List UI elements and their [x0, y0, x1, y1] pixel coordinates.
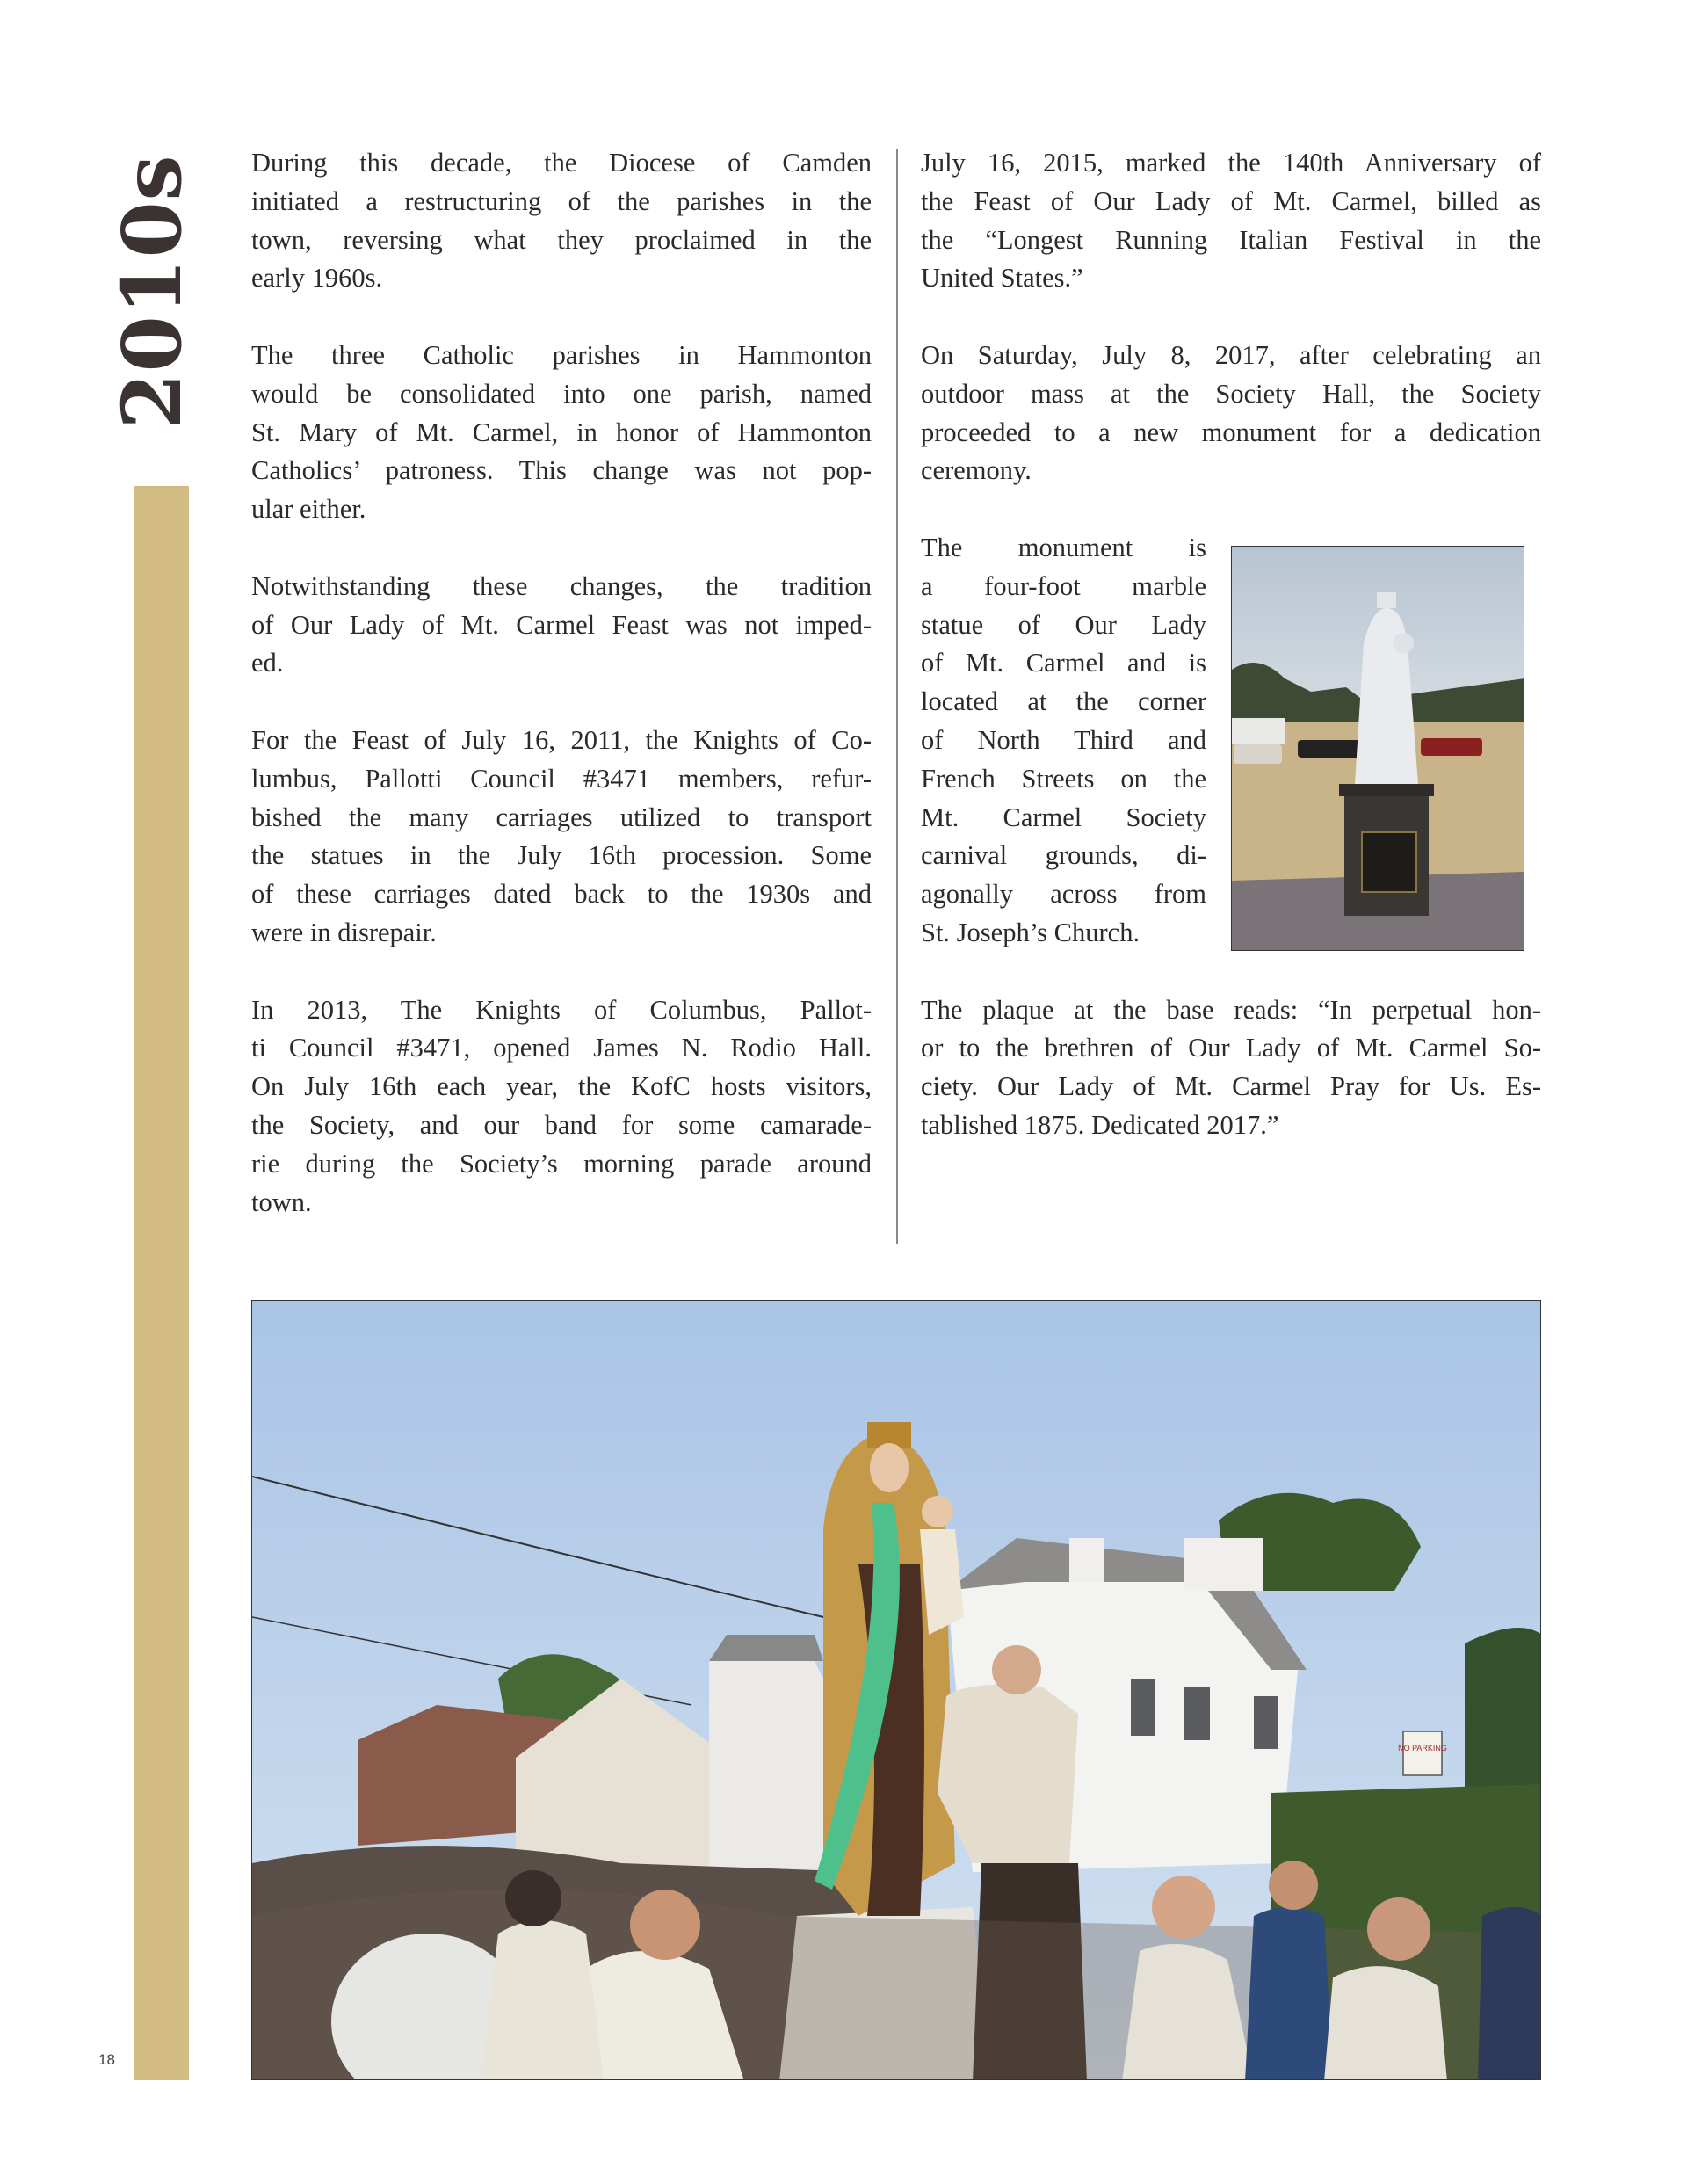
paragraph	[251, 144, 872, 298]
text-line: On Saturday, July 8, 2017, after celebrating an	[921, 339, 1541, 370]
text-line: ti Council #3471, opened James N. Rodio Hall.	[251, 1033, 872, 1063]
text-line: early 1960s.	[251, 263, 383, 294]
text-line: or to the brethren of Our Lady of Mt. Carmel So-	[921, 1033, 1541, 1063]
gold-accent-bar	[134, 486, 189, 2080]
paragraph	[921, 144, 1541, 298]
text-line: During this decade, the Diocese of Camden	[251, 148, 872, 178]
left-column	[251, 144, 872, 1260]
text-line: the statues in the July 16th procession. Some	[251, 840, 872, 871]
text-line: initiated a restructuring of the parishes in the	[251, 185, 872, 216]
text-line: ceremony.	[921, 455, 1032, 486]
procession-statue-photo	[251, 1300, 1541, 2080]
page-number: 18	[98, 2051, 115, 2068]
text-line: Notwithstanding these changes, the tradition	[251, 570, 872, 601]
text-line: In 2013, The Knights of Columbus, Pallot-	[251, 994, 872, 1025]
text-line: July 16, 2015, marked the 140th Anniversary of	[921, 148, 1541, 178]
text-line: Catholics’ patroness. This change was not pop-	[251, 455, 872, 486]
text-line: rie during the Society’s morning parade around	[251, 1148, 872, 1179]
text-line: Mt. Carmel Society	[921, 802, 1206, 832]
text-line: agonally across from	[921, 879, 1206, 910]
text-line: the Feast of Our Lady of Mt. Carmel, billed as	[921, 185, 1541, 216]
text-line: the Society, and our band for some camarade-	[251, 1109, 872, 1140]
text-line: bished the many carriages utilized to transport	[251, 802, 872, 832]
paragraph	[921, 337, 1541, 490]
text-line: For the Feast of July 16, 2011, the Knights of Co-	[251, 724, 872, 755]
text-line: United States.”	[921, 263, 1083, 294]
decade-heading	[105, 146, 199, 438]
text-line: the “Longest Running Italian Festival in the	[921, 224, 1541, 255]
text-line: a four-foot marble	[921, 570, 1206, 601]
text-line: St. Joseph’s Church.	[921, 917, 1140, 947]
text-line: On July 16th each year, the KofC hosts visitors,	[251, 1071, 872, 1102]
text-line: The monument is	[921, 532, 1206, 562]
text-line: tablished 1875. Dedicated 2017.”	[921, 1109, 1279, 1140]
text-line: town.	[251, 1186, 312, 1217]
text-line: ular either.	[251, 494, 366, 525]
text-line: ed.	[251, 648, 284, 678]
text-line: The plaque at the base reads: “In perpetual hon-	[921, 994, 1541, 1025]
text-line: town, reversing what they proclaimed in the	[251, 224, 872, 255]
paragraph	[251, 991, 872, 1223]
text-line: St. Mary of Mt. Carmel, in honor of Hammonton	[251, 417, 872, 447]
text-line: of Our Lady of Mt. Carmel Feast was not imped-	[251, 609, 872, 640]
text-line: proceeded to a new monument for a dedication	[921, 417, 1541, 447]
text-line: ciety. Our Lady of Mt. Carmel Pray for Us. Es-	[921, 1071, 1541, 1102]
text-line: outdoor mass at the Society Hall, the Society	[921, 378, 1541, 409]
monument-statue-photo	[1231, 546, 1524, 951]
text-line: French Streets on the	[921, 763, 1206, 794]
paragraph	[251, 568, 872, 683]
text-line: located at the corner	[921, 686, 1206, 717]
decade-heading-text: 2010s	[105, 154, 199, 430]
paragraph	[251, 337, 872, 529]
text-line: of these carriages dated back to the 1930s and	[251, 879, 872, 910]
text-line: statue of Our Lady	[921, 609, 1206, 640]
text-line: would be consolidated into one parish, named	[251, 378, 872, 409]
text-line: carnival grounds, di-	[921, 840, 1206, 871]
paragraph	[921, 991, 1541, 1145]
text-line: of Mt. Carmel and is	[921, 648, 1206, 678]
paragraph	[251, 722, 872, 953]
paragraph	[921, 529, 1206, 953]
column-divider	[896, 149, 898, 1244]
text-line: lumbus, Pallotti Council #3471 members, refur-	[251, 763, 872, 794]
text-line: of North Third and	[921, 724, 1206, 755]
no-parking-sign: NO PARKING	[1398, 1744, 1447, 1752]
text-line: were in disrepair.	[251, 917, 437, 947]
text-line: The three Catholic parishes in Hammonton	[251, 339, 872, 370]
